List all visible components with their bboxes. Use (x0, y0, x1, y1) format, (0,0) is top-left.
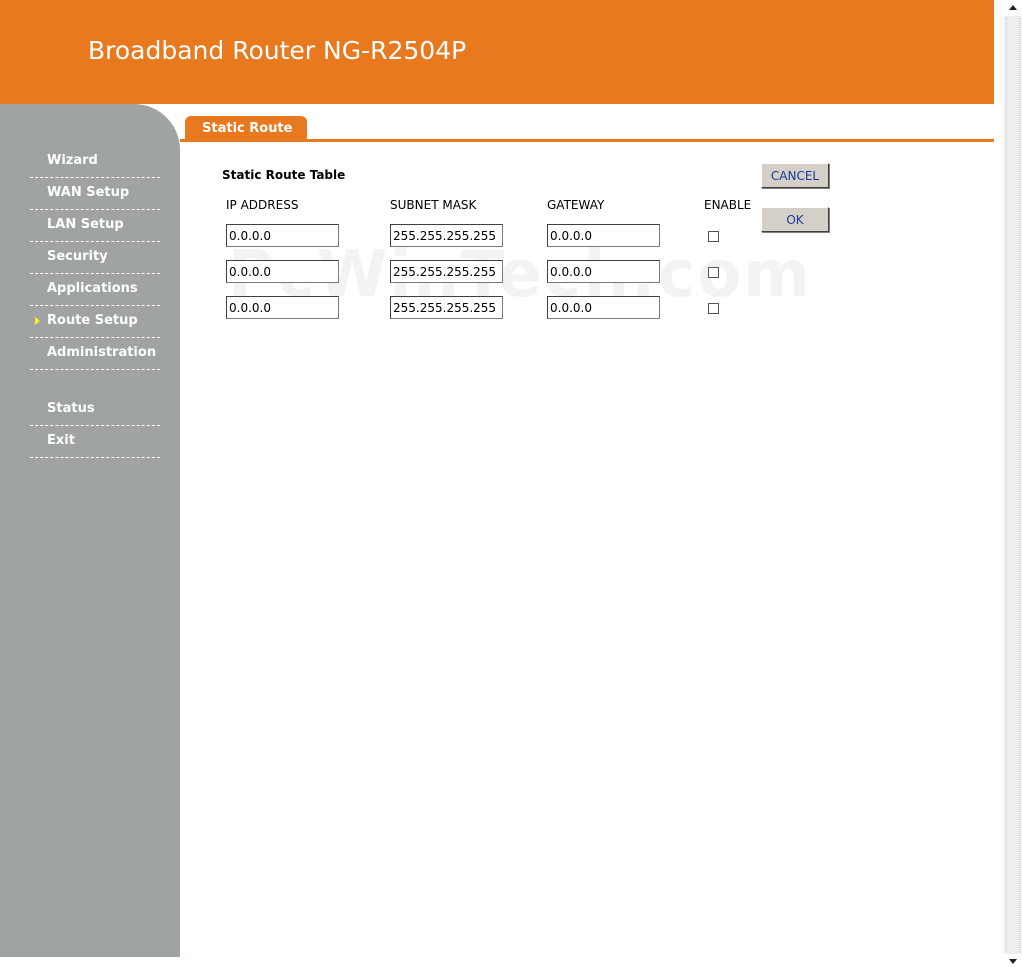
sidebar-nav (0, 104, 180, 957)
enable-checkbox-2[interactable] (708, 267, 719, 278)
subnet-mask-input-2[interactable] (390, 260, 503, 283)
column-header-ip-address: IP ADDRESS (226, 198, 299, 212)
sidebar-item-wizard[interactable] (30, 146, 160, 178)
tab-underline (180, 139, 994, 142)
arrow-up-icon (1009, 5, 1017, 10)
ip-address-input-3[interactable] (226, 296, 339, 319)
sidebar-item-applications[interactable] (30, 274, 160, 306)
vertical-scrollbar[interactable] (1004, 0, 1022, 970)
sidebar-item-wan-setup[interactable] (30, 178, 160, 210)
sidebar-item-administration[interactable] (30, 338, 160, 370)
sidebar-item-label: Administration (47, 345, 157, 360)
sidebar-item-label: Exit (47, 433, 75, 448)
sidebar-item-label: Status (47, 401, 95, 416)
enable-checkbox-1[interactable] (708, 231, 719, 242)
enable-checkbox-3[interactable] (708, 303, 719, 314)
sidebar-item-lan-setup[interactable] (30, 210, 160, 242)
column-header-subnet-mask: SUBNET MASK (390, 198, 477, 212)
sidebar-item-label: Wizard (47, 153, 98, 168)
sidebar-item-label: LAN Setup (47, 217, 124, 232)
sidebar-item-status[interactable] (30, 394, 160, 426)
table-title: Static Route Table (222, 168, 346, 182)
gateway-input-1[interactable] (547, 224, 660, 247)
ip-address-input-2[interactable] (226, 260, 339, 283)
tab-label: Static Route (202, 121, 293, 136)
column-header-enable: ENABLE (704, 198, 752, 212)
gateway-input-2[interactable] (547, 260, 660, 283)
scroll-down-button[interactable] (1004, 954, 1022, 970)
tab-static-route[interactable] (185, 116, 307, 140)
header-banner (0, 0, 994, 104)
triangle-right-icon (35, 317, 40, 325)
sidebar-item-security[interactable] (30, 242, 160, 274)
arrow-down-icon (1009, 959, 1017, 964)
sidebar-item-label: WAN Setup (47, 185, 130, 200)
subnet-mask-input-1[interactable] (390, 224, 503, 247)
ip-address-input-1[interactable] (226, 224, 339, 247)
sidebar-item-label: Applications (47, 281, 138, 296)
scroll-track[interactable] (1006, 18, 1020, 952)
ok-button[interactable]: OK (761, 207, 829, 232)
scroll-up-button[interactable] (1004, 0, 1022, 16)
sidebar-item-exit[interactable] (30, 426, 160, 458)
column-header-gateway: GATEWAY (547, 198, 605, 212)
cancel-button[interactable]: CANCEL (761, 163, 829, 188)
sidebar-item-label: Route Setup (47, 313, 138, 328)
sidebar-item-label: Security (47, 249, 108, 264)
gateway-input-3[interactable] (547, 296, 660, 319)
page-title: Broadband Router NG-R2504P (88, 36, 467, 65)
sidebar-item-route-setup[interactable] (30, 306, 160, 338)
subnet-mask-input-3[interactable] (390, 296, 503, 319)
